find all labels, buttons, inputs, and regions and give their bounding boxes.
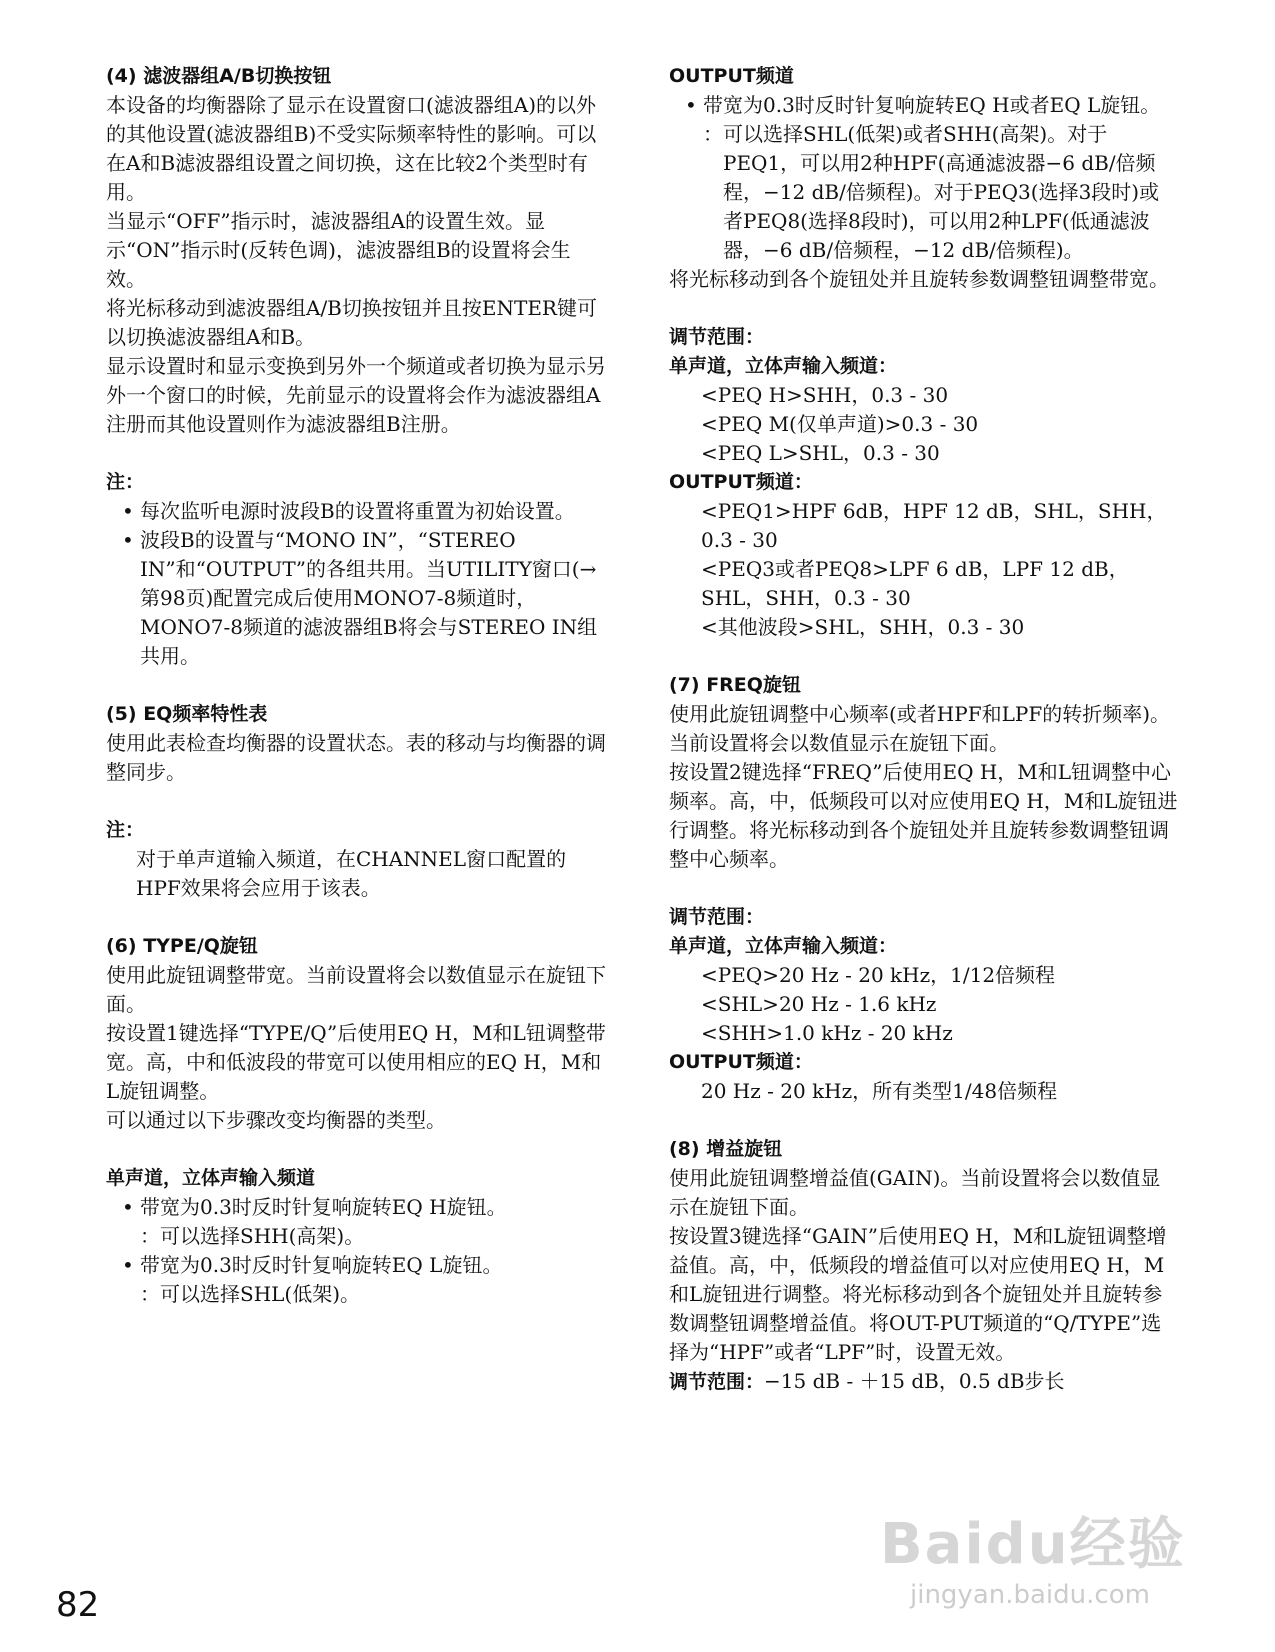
note-1-label: 注： <box>106 471 145 493</box>
range-2-line-1: <PEQ>20 Hz - 20 kHz，1/12倍频程 <box>701 963 1056 987</box>
range-2-line-3: <SHH>1.0 kHz - 20 kHz <box>701 1021 953 1045</box>
range-3-line <box>669 1367 1179 1397</box>
range-1-line-2: <PEQ M(仅单声道)>0.3 - 30 <box>701 412 979 436</box>
section-5-heading: (5) EQ频率特性表 <box>106 703 268 725</box>
watermark-url: jingyan.baidu.com <box>910 1580 1150 1610</box>
note-1-bullet-1: • 每次监听电源时波段B的设置将重置为初始设置。 <box>106 497 606 526</box>
range-2-line-2: <SHL>20 Hz - 1.6 kHz <box>701 992 937 1016</box>
range-1-line-4: <PEQ1>HPF 6dB，HPF 12 dB，SHL，SHH，0.3 - 30 <box>701 499 1167 552</box>
section-4-paragraph-1: 本设备的均衡器除了显示在设置窗口(滤波器组A)的以外的其他设置(滤波器组B)不受实际频率特性的影响。可以在A和B滤波器组设置之间切换，这在比较2个类型时有用。 <box>106 93 597 204</box>
section-6-heading: (6) TYPE/Q旋钮 <box>106 935 258 957</box>
range-1-line-3: <PEQ L>SHL，0.3 - 30 <box>701 441 940 465</box>
section-8-heading: (8) 增益旋钮 <box>669 1138 783 1160</box>
right-column <box>669 62 1179 1397</box>
output-heading: OUTPUT频道 <box>669 65 794 87</box>
mono-bullet-2: • 带宽为0.3时反时针复响旋转EQ L旋钮。 <box>106 1251 606 1280</box>
section-7-heading: (7) FREQ旋钮 <box>669 674 801 696</box>
mono-bullet-2-sub: ：可以选择SHL(低架)。 <box>140 1282 361 1306</box>
range-2-label: 调节范围： <box>669 906 765 928</box>
baidu-watermark <box>880 1500 1210 1620</box>
section-5-paragraph-1: 使用此表检查均衡器的设置状态。表的移动与均衡器的调整同步。 <box>106 731 606 784</box>
output-paragraph-1: 将光标移动到各个旋钮处并且旋转参数调整钮调整带宽。 <box>669 267 1169 291</box>
range-3-value: −15 dB - ＋15 dB，0.5 dB步长 <box>764 1369 1065 1393</box>
mono-bullet-1: • 带宽为0.3时反时针复响旋转EQ H旋钮。 <box>106 1193 606 1222</box>
watermark-logo: Baidu经验 <box>880 1512 1186 1577</box>
output-bullet-1-sub: ：可以选择SHL(低架)或者SHH(高架)。对于PEQ1，可以用2种HPF(高通滤波器−6 dB/倍频程，−12 dB/倍频程)。对于PEQ3(选择3段时)或者PEQ8(选择8段时)，可以用2种LPF(低通滤波器，−6 dB/倍频程，−12 dB/倍频程)。 <box>703 122 1160 262</box>
section-6-paragraph-2: 按设置1键选择“TYPE/Q”后使用EQ H，M和L钮调整带宽。高，中和低波段的带宽可以使用相应的EQ H，M和L旋钮调整。 <box>106 1021 606 1103</box>
note-2-label: 注： <box>106 819 145 841</box>
range-3-label: 调节范围： <box>669 1371 765 1393</box>
range-1-output-label: OUTPUT频道： <box>669 471 813 493</box>
mono-stereo-heading: 单声道，立体声输入频道 <box>106 1167 316 1189</box>
range-2-output-label: OUTPUT频道： <box>669 1051 813 1073</box>
range-1-line-5: <PEQ3或者PEQ8>LPF 6 dB，LPF 12 dB，SHL，SHH，0.3 - 30 <box>701 557 1129 610</box>
section-4-paragraph-3: 将光标移动到滤波器组A/B切换按钮并且按ENTER键可以切换滤波器组A和B。 <box>106 296 597 349</box>
section-8-paragraph-2: 按设置3键选择“GAIN”后使用EQ H，M和L旋钮调整增益值。高，中，低频段的增益值可以对应使用EQ H，M和L旋钮进行调整。将光标移动到各个旋钮处并且旋转参数调整钮调整增益值。将OUT-PUT频道的“Q/TYPE”选择为“HPF”或者“LPF”时，设置无效。 <box>669 1224 1167 1364</box>
section-6-paragraph-1: 使用此旋钮调整带宽。当前设置将会以数值显示在旋钮下面。 <box>106 963 606 1016</box>
note-2-text: 对于单声道输入频道，在CHANNEL窗口配置的HPF效果将会应用于该表。 <box>136 847 567 900</box>
section-4-heading: (4) 滤波器组A/B切换按钮 <box>106 65 332 87</box>
range-1-line-6: <其他波段>SHL，SHH，0.3 - 30 <box>701 615 1025 639</box>
section-4-paragraph-4: 显示设置时和显示变换到另外一个频道或者切换为显示另外一个窗口的时候，先前显示的设置将会作为滤波器组A注册而其他设置则作为滤波器组B注册。 <box>106 354 606 436</box>
section-4-paragraph-2: 当显示“OFF”指示时，滤波器组A的设置生效。显示“ON”指示时(反转色调)，滤波器组B的设置将会生效。 <box>106 209 571 291</box>
left-column <box>106 62 606 1309</box>
range-2-line-4: 20 Hz - 20 kHz，所有类型1/48倍频程 <box>701 1079 1058 1103</box>
section-8-paragraph-1: 使用此旋钮调整增益值(GAIN)。当前设置将会以数值显示在旋钮下面。 <box>669 1166 1161 1219</box>
range-2-mono-label: 单声道，立体声输入频道： <box>669 935 898 957</box>
section-7-paragraph-1: 使用此旋钮调整中心频率(或者HPF和LPF的转折频率)。当前设置将会以数值显示在旋钮下面。 <box>669 702 1170 755</box>
section-6-paragraph-3: 可以通过以下步骤改变均衡器的类型。 <box>106 1108 446 1132</box>
range-1-label: 调节范围： <box>669 326 765 348</box>
range-1-line-1: <PEQ H>SHH，0.3 - 30 <box>701 383 949 407</box>
range-1-mono-label: 单声道，立体声输入频道： <box>669 355 898 377</box>
output-bullet-1: • 带宽为0.3时反时针复响旋转EQ H或者EQ L旋钮。 <box>669 91 1179 120</box>
section-7-paragraph-2: 按设置2键选择“FREQ”后使用EQ H，M和L钮调整中心频率。高，中，低频段可以对应使用EQ H，M和L旋钮进行调整。将光标移动到各个旋钮处并且旋转参数调整钮调整中心频率。 <box>669 760 1178 871</box>
note-1-bullet-2: • 波段B的设置与“MONO IN”，“STEREO IN”和“OUTPUT”的各组共用。当UTILITY窗口(→第98页)配置完成后使用MONO7-8频道时，MONO7-8频道的滤波器组B将会与STEREO IN组共用。 <box>106 526 606 671</box>
mono-bullet-1-sub: ：可以选择SHH(高架)。 <box>140 1224 365 1248</box>
page-number: 82 <box>56 1585 100 1625</box>
